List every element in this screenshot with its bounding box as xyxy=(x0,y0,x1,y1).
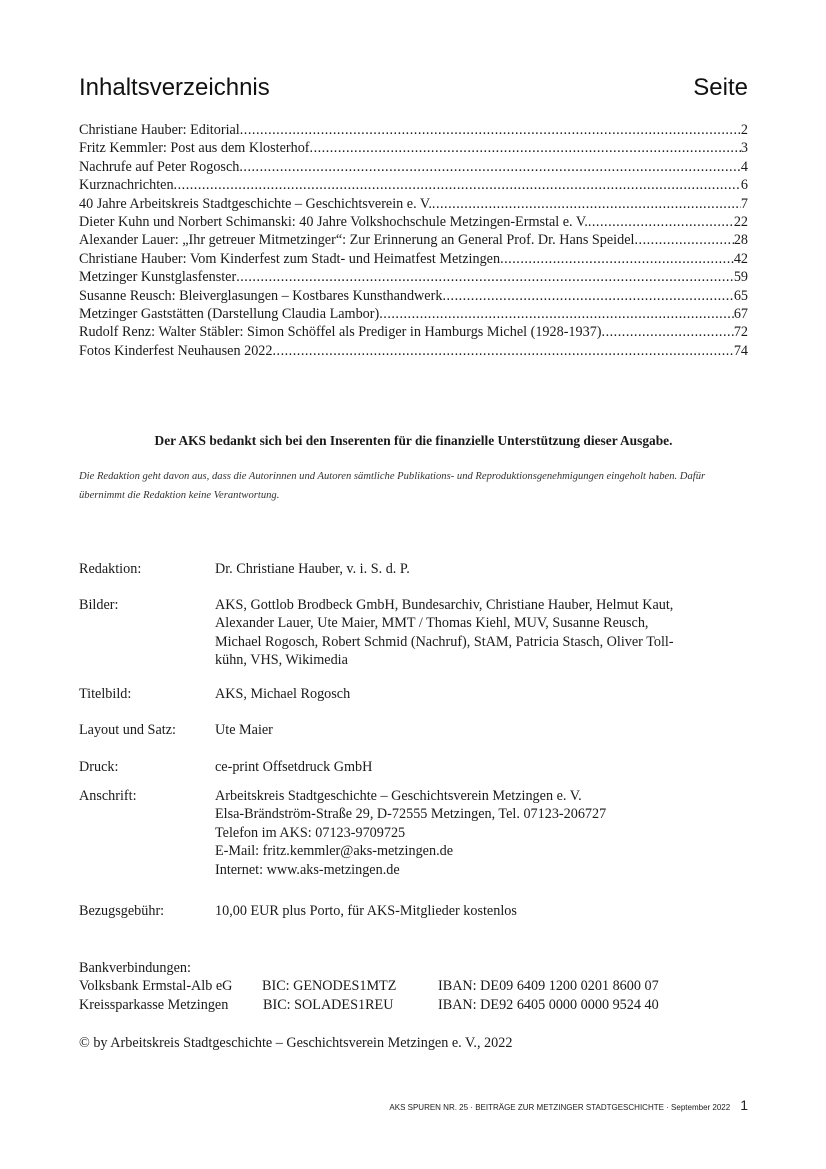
toc-entry[interactable] xyxy=(79,139,748,157)
toc-entry-title: Metzinger Kunstglasfenster xyxy=(79,269,237,286)
toc-entry[interactable] xyxy=(79,176,748,194)
imprint-value: 10,00 EUR plus Porto, für AKS-Mitglieder kostenlos xyxy=(215,903,517,919)
toc-leader xyxy=(310,139,741,157)
imprint-label: Bilder: xyxy=(79,597,119,613)
toc-entry-title: Dieter Kuhn und Norbert Schimanski: 40 Jahre Volkshochschule Metzingen-Ermstal e. V. xyxy=(79,213,588,230)
toc-leader xyxy=(500,250,734,268)
bank-iban: IBAN: DE92 6405 0000 0000 9524 40 xyxy=(438,996,659,1013)
toc-title: Inhaltsverzeichnis xyxy=(79,74,270,101)
toc-entry-title: Fritz Kemmler: Post aus dem Klosterhof xyxy=(79,140,310,157)
toc-entry-page: 7 xyxy=(740,195,748,212)
toc-leader xyxy=(432,195,741,213)
toc-entry[interactable] xyxy=(79,158,748,176)
toc-entry[interactable] xyxy=(79,121,748,139)
imprint-label: Anschrift: xyxy=(79,788,137,804)
toc-entry[interactable] xyxy=(79,213,748,231)
toc-entry-title: Christiane Hauber: Editorial xyxy=(79,122,240,138)
toc-entry[interactable] xyxy=(79,305,748,323)
imprint-label: Redaktion: xyxy=(79,561,142,577)
sponsor-thanks: Der AKS bedankt sich bei den Inserenten für die finanzielle Unterstützung dieser Ausgabe. xyxy=(154,433,673,448)
toc-entry[interactable] xyxy=(79,268,748,286)
toc-entry-page: 72 xyxy=(733,324,748,341)
imprint-value-line: Elsa-Brändström-Straße 29, D-72555 Metzingen, Tel. 07123-206727 xyxy=(215,806,607,823)
toc-header xyxy=(79,74,748,106)
imprint-label: Bezugsgebühr: xyxy=(79,903,165,919)
imprint-value-line: Telefon im AKS: 07123-9709725 xyxy=(215,824,406,841)
toc-entry-title: Susanne Reusch: Bleiverglasungen – Kostbares Kunsthandwerk xyxy=(79,287,443,304)
toc-leader xyxy=(240,121,741,139)
toc-entry-page: 59 xyxy=(733,269,748,286)
toc-leader xyxy=(634,231,733,249)
toc-entry-page: 22 xyxy=(733,213,748,230)
toc-entry-title: Christiane Hauber: Vom Kinderfest zum Stadt- und Heimatfest Metzingen xyxy=(79,250,501,267)
imprint-value-line: AKS, Gottlob Brodbeck GmbH, Bundesarchiv, Christiane Hauber, Helmut Kaut, xyxy=(215,597,674,613)
bank-iban: IBAN: DE09 6409 1200 0201 8600 07 xyxy=(438,978,659,995)
toc-entry-title: Kurznachrichten xyxy=(79,177,174,194)
toc-entry[interactable] xyxy=(79,342,748,360)
editorial-disclaimer: Die Redaktion geht davon aus, dass die Autorinnen und Autoren sämtliche Publikations- und Reproduktionsgenehmigungen eingeholt haben. Dafür übernimmt die Redaktion keine Verantwortung. xyxy=(79,471,706,501)
imprint-value-line: Michael Rogosch, Robert Schmid (Nachruf), StAM, Patricia Stasch, Oliver Toll- xyxy=(215,633,674,650)
toc-entry-page: 42 xyxy=(733,250,748,267)
bank-title: Bankverbindungen: xyxy=(79,960,191,976)
toc-page-label: Seite xyxy=(693,74,748,101)
toc-entry-page: 3 xyxy=(740,140,748,157)
toc-entry-page: 6 xyxy=(740,177,748,194)
toc-leader xyxy=(239,158,741,176)
toc-entry-page: 67 xyxy=(733,305,748,322)
toc-entry-page: 2 xyxy=(740,122,748,138)
footer-text: AKS SPUREN NR. 25 · BEITRÄGE ZUR METZINGER STADTGESCHICHTE · September 2022 xyxy=(389,1103,731,1112)
toc-entry-title: Alexander Lauer: „Ihr getreuer Mitmetzinger“: Zur Erinnerung an General Prof. Dr. Hans Speidel xyxy=(79,232,635,249)
toc-leader xyxy=(272,342,733,360)
toc-entry[interactable] xyxy=(79,231,748,249)
toc-leader xyxy=(174,176,741,194)
toc-entry[interactable] xyxy=(79,250,748,268)
toc-entry-title: Metzinger Gaststätten (Darstellung Claudia Lambor) xyxy=(79,305,380,322)
bank-bic: BIC: GENODES1MTZ xyxy=(262,978,397,995)
imprint-value: ce-print Offsetdruck GmbH xyxy=(215,759,373,775)
bank-name: Volksbank Ermstal-Alb eG xyxy=(79,978,233,995)
imprint-label: Titelbild: xyxy=(79,686,132,702)
toc-entry-title: Rudolf Renz: Walter Stäbler: Simon Schöffel als Prediger in Hamburgs Michel (1928-1937) xyxy=(79,324,602,341)
imprint-value-line: kühn, VHS, Wikimedia xyxy=(215,652,348,669)
toc-leader xyxy=(588,213,734,231)
bank-bic: BIC: SOLADES1REU xyxy=(263,996,394,1013)
toc-entry-title: Nachrufe auf Peter Rogosch xyxy=(79,158,240,175)
imprint-value: Dr. Christiane Hauber, v. i. S. d. P. xyxy=(215,561,410,577)
website-link[interactable]: Internet: www.aks-metzingen.de xyxy=(215,861,400,878)
email-link[interactable]: E-Mail: fritz.kemmler@aks-metzingen.de xyxy=(215,843,454,860)
toc-entry[interactable] xyxy=(79,195,748,213)
imprint-value-line: Arbeitskreis Stadtgeschichte – Geschichtsverein Metzingen e. V. xyxy=(215,788,582,804)
imprint-label: Layout und Satz: xyxy=(79,722,176,738)
page-footer xyxy=(389,1097,748,1113)
toc-entry[interactable] xyxy=(79,323,748,341)
toc-entry[interactable] xyxy=(79,287,748,305)
imprint-value-line: Alexander Lauer, Ute Maier, MMT / Thomas Kiehl, MUV, Susanne Reusch, xyxy=(215,615,649,632)
toc-leader xyxy=(602,323,734,341)
bank-row xyxy=(79,996,659,1014)
toc-entry-title: Fotos Kinderfest Neuhausen 2022 xyxy=(79,342,273,359)
toc-entry-page: 74 xyxy=(733,342,748,359)
toc-entry-title: 40 Jahre Arbeitskreis Stadtgeschichte – Geschichtsverein e. V. xyxy=(79,195,432,212)
toc-leader xyxy=(236,268,734,286)
imprint-label: Druck: xyxy=(79,759,119,775)
imprint-value: Ute Maier xyxy=(215,722,273,738)
bank-row xyxy=(79,977,659,995)
bank-details xyxy=(79,959,659,1014)
bank-name: Kreissparkasse Metzingen xyxy=(79,996,229,1013)
imprint-value: AKS, Michael Rogosch xyxy=(215,686,351,702)
copyright: © by Arbeitskreis Stadtgeschichte – Geschichtsverein Metzingen e. V., 2022 xyxy=(79,1035,513,1051)
table-of-contents xyxy=(79,121,748,360)
toc-entry-page: 28 xyxy=(733,232,748,249)
toc-entry-page: 65 xyxy=(733,287,748,304)
toc-entry-page: 4 xyxy=(740,158,748,175)
page-number: 1 xyxy=(740,1097,748,1113)
toc-leader xyxy=(442,287,733,305)
toc-leader xyxy=(379,305,734,323)
